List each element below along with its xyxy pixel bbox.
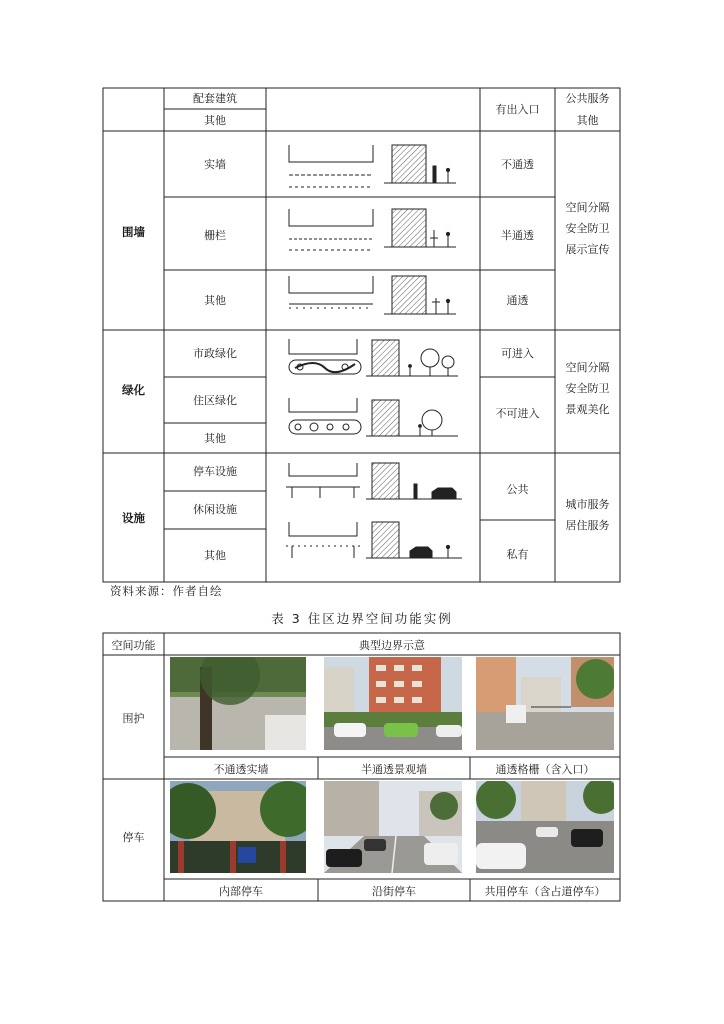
diagram-fence [289,209,456,250]
header-other: 其他 [204,114,226,127]
caption-street-parking: 沿街停车 [372,885,416,898]
row-residential-greenery: 住区绿化 [193,394,237,407]
service-wall-3: 展示宣传 [565,243,610,256]
diagram-leisure-facility [286,522,462,558]
t3-header-examples: 典型边界示意 [359,639,425,652]
photo-internal-parking [170,781,306,873]
category-greenery: 绿化 [122,383,145,397]
photo-transparent-grille [476,657,614,750]
category-wall: 围墙 [122,225,145,239]
service-wall [555,197,620,260]
service-wall-2: 安全防卫 [565,222,610,235]
diagram-municipal-greenery [289,339,458,376]
header-service-other: 其他 [576,114,599,127]
service-facilities [555,494,620,536]
row-leisure-facility: 休闲设施 [193,503,237,516]
table-3-title: 表 3 住区边界空间功能实例 [271,611,453,626]
header-ancillary-building: 配套建筑 [193,92,237,105]
caption-semi-transparent-wall: 半通透景观墙 [361,763,427,776]
row-fence: 栅栏 [204,229,226,242]
photo-semi-transparent-wall [324,657,462,750]
service-wall-1: 空间分隔 [565,201,610,214]
caption-shared-parking: 共用停车（含占道停车） [484,885,606,898]
row-greenery-other: 其他 [204,432,226,445]
row-municipal-greenery: 市政绿化 [193,347,237,360]
service-greenery-2: 安全防卫 [565,382,610,395]
caption-transparent-grille: 通透格栅（含入口） [495,763,595,776]
category-facilities: 设施 [122,511,145,525]
service-facilities-2: 居住服务 [565,519,610,532]
source-note: 资料来源：作者自绘 [110,584,223,598]
service-facilities-1: 城市服务 [565,498,610,511]
photo-opaque-wall [170,657,306,750]
service-greenery-3: 景观美化 [565,403,610,416]
photo-street-parking [324,781,462,873]
access-semi: 半通透 [501,229,534,242]
access-not-enterable: 不可进入 [495,407,540,420]
header-entrance: 有出入口 [495,103,540,116]
header-public-service: 公共服务 [565,92,610,105]
caption-opaque-wall: 不通透实墙 [213,763,269,776]
service-greenery-1: 空间分隔 [565,361,610,374]
row-solid-wall: 实墙 [204,158,226,171]
row-parking-facility: 停车设施 [193,465,237,478]
diagram-solid-wall [289,145,456,187]
access-enterable: 可进入 [501,347,534,360]
access-transparent: 通透 [506,294,529,307]
diagram-parking-facility [286,463,462,499]
row-wall-other: 其他 [204,294,226,307]
diagram-residential-greenery [289,398,458,436]
photo-shared-parking [476,781,614,873]
t3-row-parking: 停车 [122,831,145,844]
access-opaque: 不通透 [501,158,534,171]
t3-row-enclosure: 围护 [122,712,145,725]
caption-internal-parking: 内部停车 [219,885,263,898]
row-facility-other: 其他 [204,549,226,562]
t3-header-function: 空间功能 [111,639,156,652]
access-public: 公共 [506,483,529,496]
access-private: 私有 [506,548,529,561]
diagram-open-boundary [289,276,456,314]
service-greenery [555,357,620,420]
